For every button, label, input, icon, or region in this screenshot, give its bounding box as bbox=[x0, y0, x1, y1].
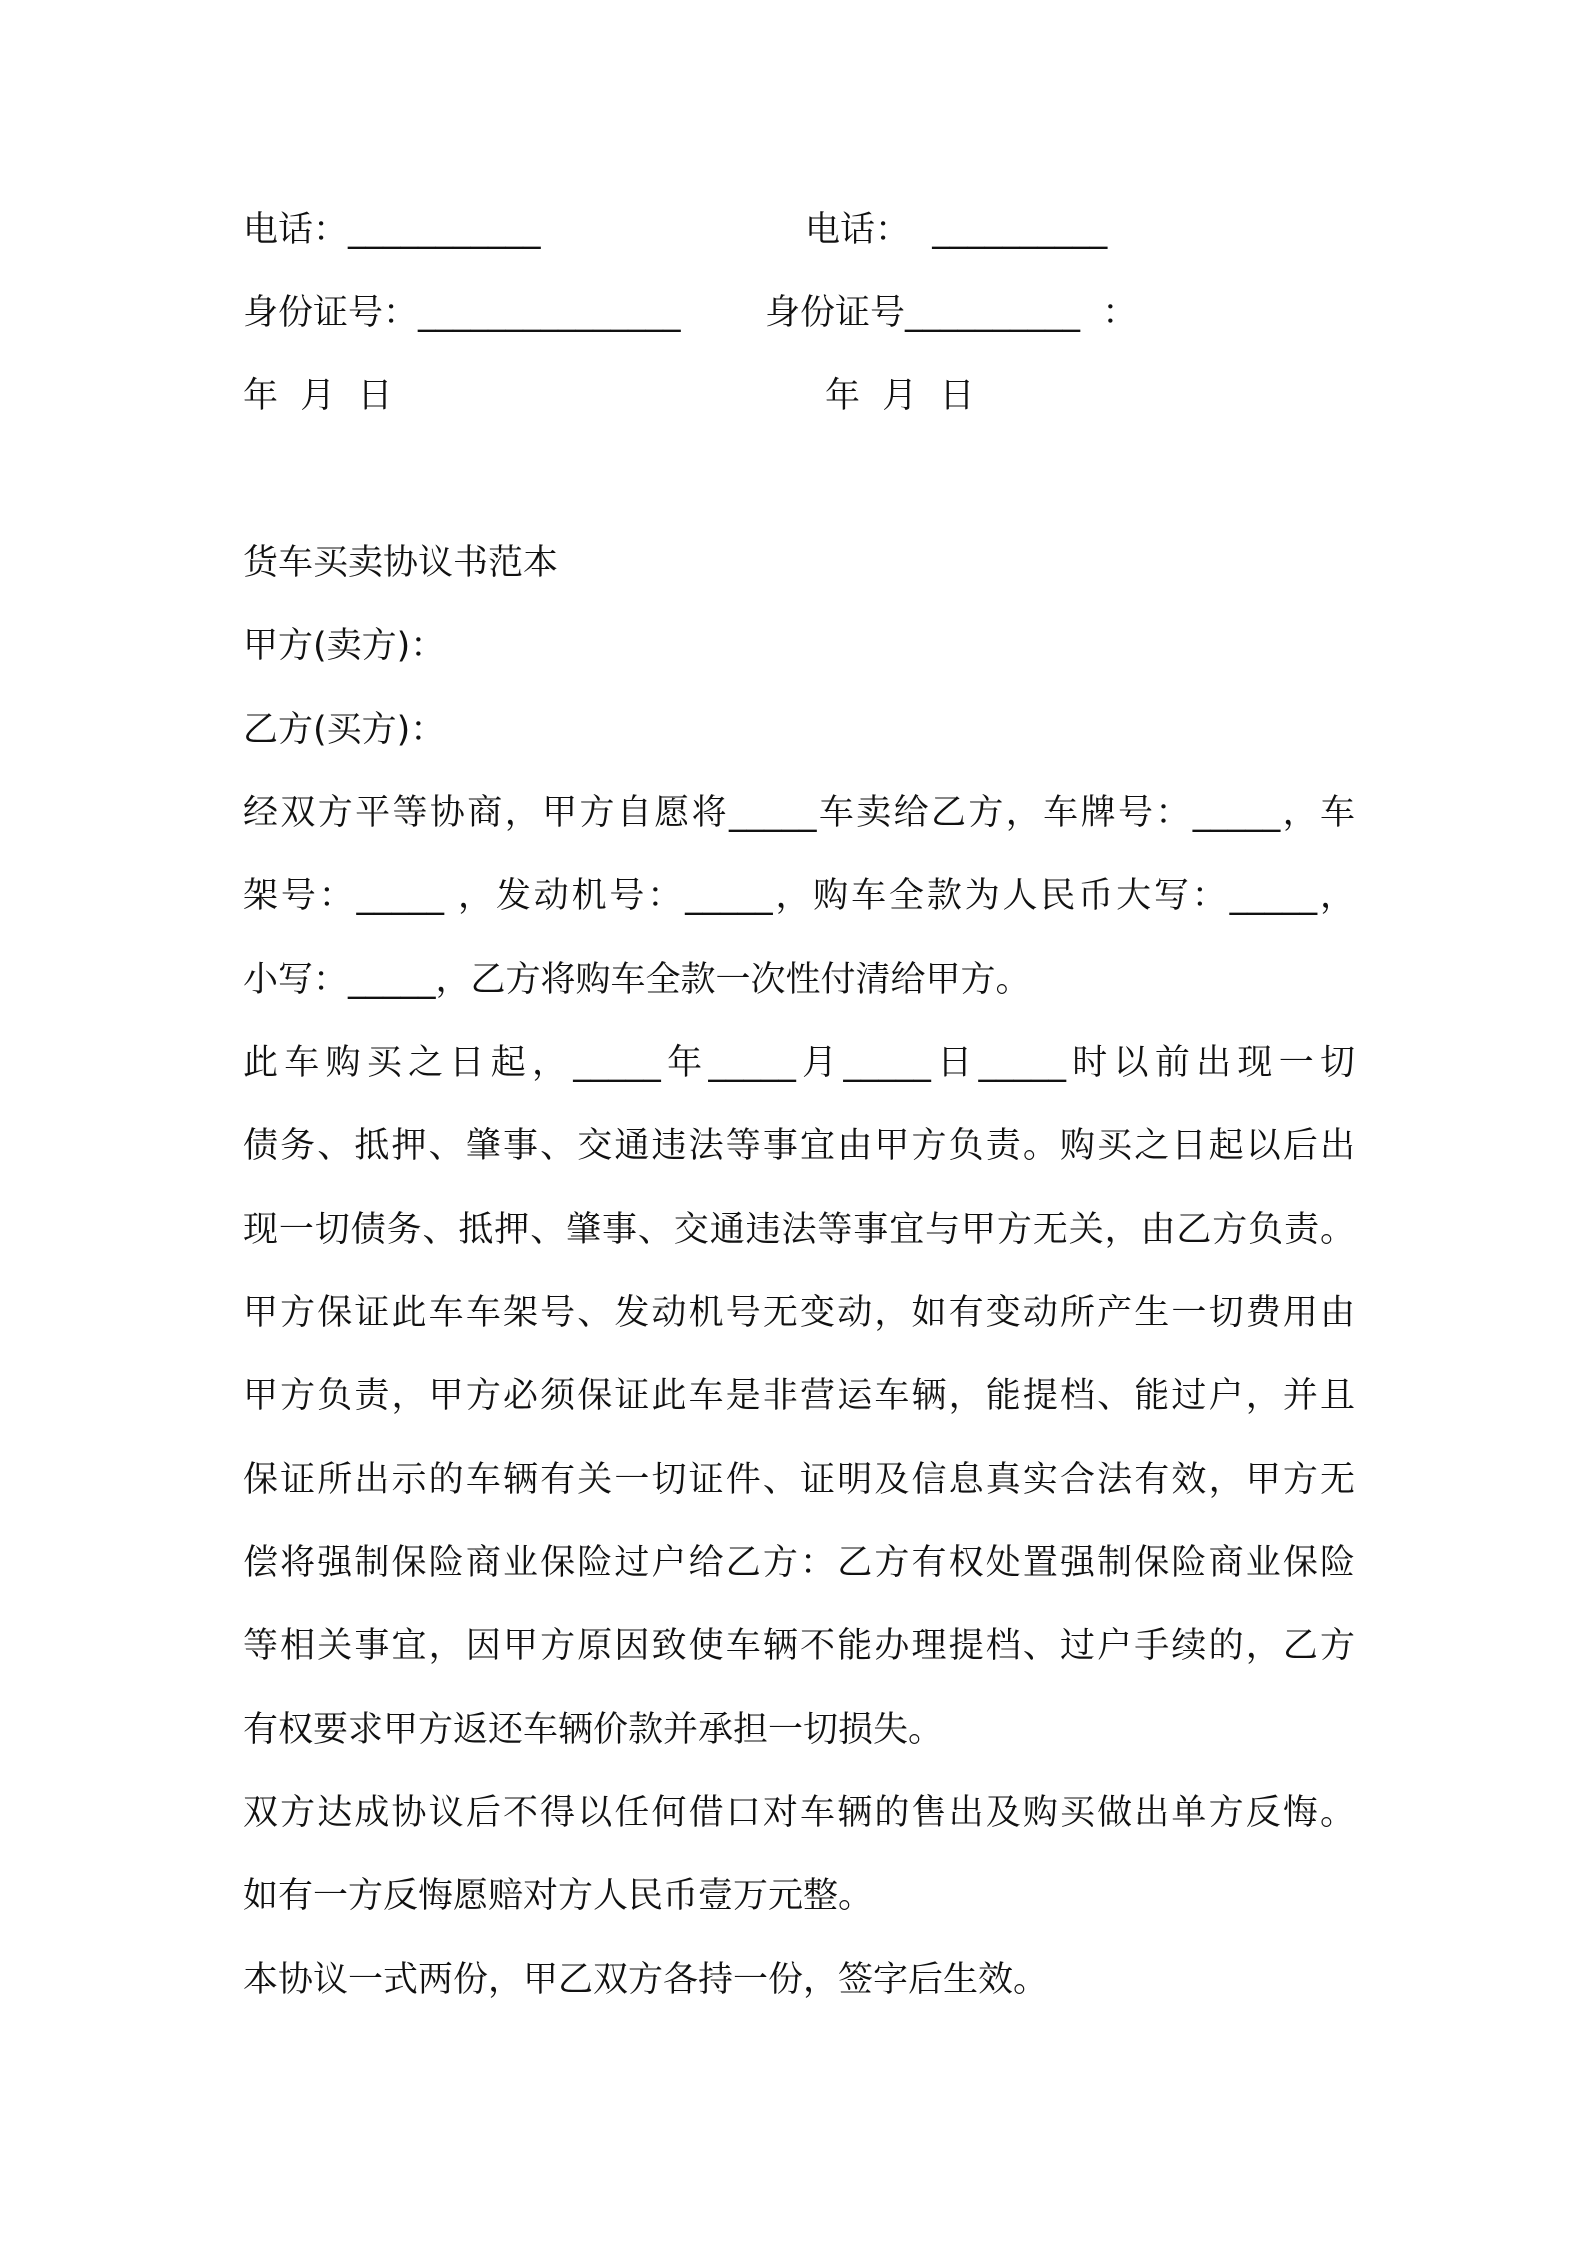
agreement-title: 货车买卖协议书范本 bbox=[243, 543, 559, 583]
party-a-label: 甲方(卖方)： bbox=[243, 626, 446, 666]
body-line: 架号：_____ ，发动机号：_____，购车全款为人民币大写：_____， bbox=[243, 876, 1355, 916]
body-line: 债务、抵押、肇事、交通违法等事宜由甲方负责。购买之日起以后出 bbox=[243, 1126, 1355, 1166]
right-id-number-line: 身份证号__________ ： bbox=[765, 293, 1138, 333]
left-date-line: 年 月 日 bbox=[243, 376, 393, 416]
body-line: 保证所出示的车辆有关一切证件、证明及信息真实合法有效，甲方无 bbox=[243, 1460, 1355, 1500]
body-line: 双方达成协议后不得以任何借口对车辆的售出及购买做出单方反悔。 bbox=[243, 1793, 1355, 1833]
body-line: 本协议一式两份，甲乙双方各持一份，签字后生效。 bbox=[243, 1960, 1049, 2000]
body-line: 现一切债务、抵押、肇事、交通违法等事宜与甲方无关，由乙方负责。 bbox=[243, 1210, 1355, 1250]
right-date-line: 年 月 日 bbox=[825, 376, 975, 416]
right-phone-line: 电话： __________ bbox=[805, 210, 1108, 250]
body-line: 如有一方反悔愿赔对方人民币壹万元整。 bbox=[243, 1876, 874, 1916]
body-line: 小写：_____，乙方将购车全款一次性付清给甲方。 bbox=[243, 960, 1031, 1000]
body-line: 此车购买之日起，_____年_____月_____日_____时以前出现一切 bbox=[243, 1043, 1355, 1083]
body-line: 甲方负责，甲方必须保证此车是非营运车辆，能提档、能过户，并且 bbox=[243, 1376, 1355, 1416]
party-b-label: 乙方(买方)： bbox=[243, 710, 446, 750]
body-line: 经双方平等协商，甲方自愿将_____车卖给乙方，车牌号：_____，车 bbox=[243, 793, 1355, 833]
body-line: 甲方保证此车车架号、发动机号无变动，如有变动所产生一切费用由 bbox=[243, 1293, 1355, 1333]
body-line: 有权要求甲方返还车辆价款并承担一切损失。 bbox=[243, 1710, 944, 1750]
left-id-number-line: 身份证号：_______________ bbox=[243, 293, 681, 333]
left-phone-line: 电话：___________ bbox=[243, 210, 541, 250]
body-line: 偿将强制保险商业保险过户给乙方：乙方有权处置强制保险商业保险 bbox=[243, 1543, 1355, 1583]
body-line: 等相关事宜，因甲方原因致使车辆不能办理提档、过户手续的，乙方 bbox=[243, 1626, 1355, 1666]
